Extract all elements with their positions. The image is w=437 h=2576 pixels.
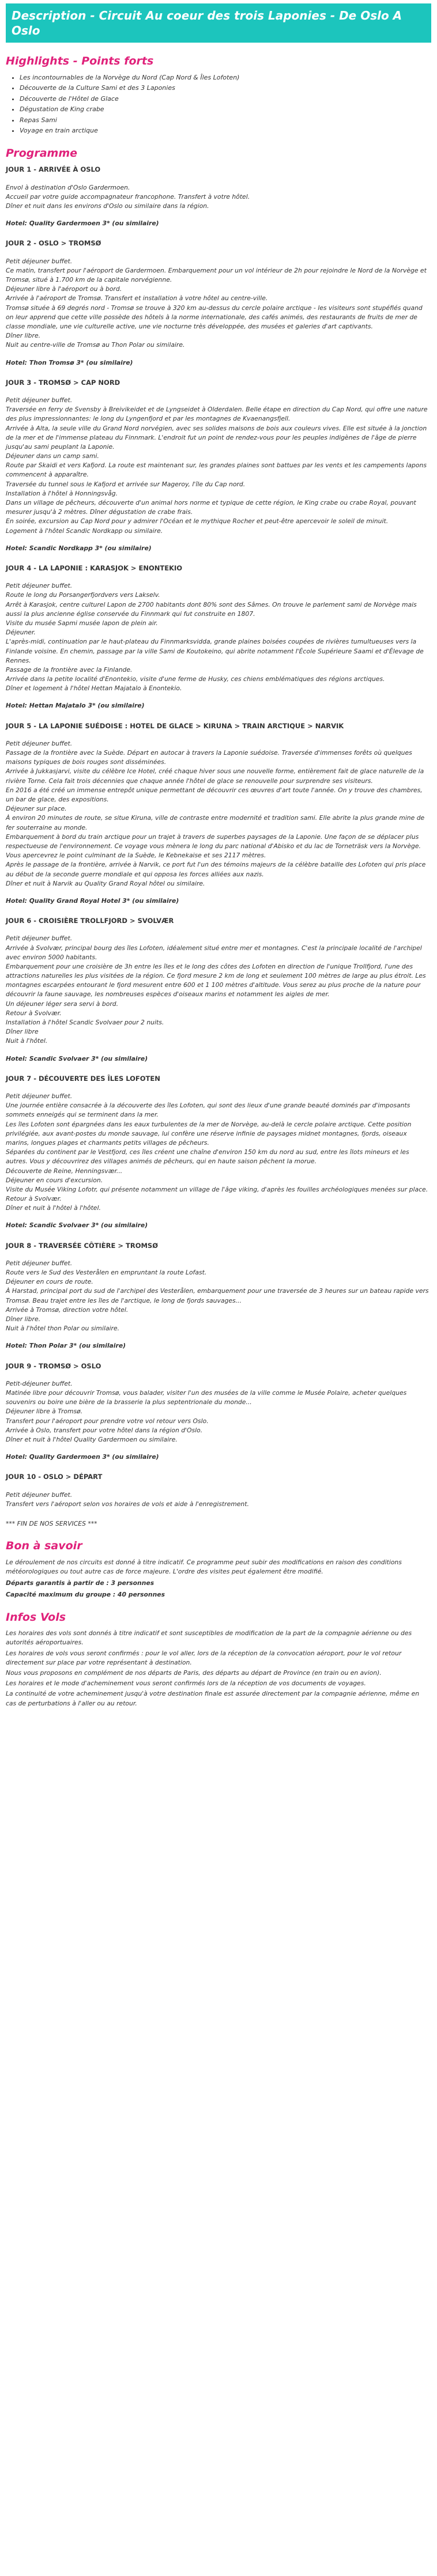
- day-hotel: Hotel: Hettan Majatalo 3* (ou similaire): [6, 702, 145, 710]
- day-paragraph: Passage de la frontière avec la Suède. Départ en autocar à travers la Laponie suédoise. Traversée d'immenses forêts où quelques maisons typiques de bois rouges sont disséminées.: [6, 749, 412, 766]
- day-paragraph: Déjeuner sur place.: [6, 805, 67, 813]
- day-paragraph: Arrivée à Tromsø, direction votre hôtel.: [6, 1306, 129, 1314]
- day-paragraph: Dîner et nuit dans les environs d'Oslo ou similaire dans la région.: [6, 202, 209, 210]
- day-paragraph: À Harstad, principal port du sud de l'archipel des Vesterålen, embarquement pour une traversée de 3 heures sur un bateau rapide vers Tromsø. Beau trajet entre les îles de l'arctique, le long de fjords sauvages...: [6, 1287, 429, 1304]
- day-paragraph: Dîner et nuit à l'hôtel à l'hôtel.: [6, 1204, 101, 1212]
- day-paragraph: Arrivée à Alta, la seule ville du Grand Nord norvégien, avec ses solides maisons de bois aux couleurs vives. Elle est située à la jonction de la mer et de l'immense plateau du Finnmark. L'endroit fut un point de rendez-vous pour les peuples indigènes de l'âge de pierre jusqu'au sami peuplant la Laponie.: [6, 424, 427, 451]
- day-paragraph: Arrivée à Oslo, transfert pour votre hôtel dans la région d'Oslo.: [6, 1426, 203, 1434]
- day-paragraph: Dîner libre.: [6, 1315, 41, 1323]
- day-title: JOUR 1 - ARRIVÉE À OSLO: [6, 165, 101, 174]
- day-hotel: Hotel: Thon Polar 3* (ou similaire): [6, 1342, 126, 1350]
- flight-info-paragraph: La continuité de votre acheminement jusqu'à votre destination finale est assurée directement par la compagnie aérienne, même en cas de perturbations à l'aller ou au retour.: [6, 1690, 420, 1707]
- infos-vols-heading: Infos Vols: [6, 1610, 66, 1624]
- end-of-services-note: *** FIN DE NOS SERVICES ***: [6, 1519, 97, 1527]
- day-paragraph: Passage de la frontière avec la Finlande.: [6, 665, 133, 674]
- day-paragraph: Dîner et nuit à Narvik au Quality Grand Royal hôtel ou similaire.: [6, 879, 205, 887]
- day-paragraph: Petit déjeuner buffet.: [6, 1491, 73, 1499]
- group-capacity: Capacité maximum du groupe : 40 personnes: [6, 1591, 165, 1599]
- bon-a-savoir-section: [6, 1558, 431, 1600]
- day-paragraph: Nuit à l'hôtel.: [6, 1037, 48, 1045]
- day-paragraph: Embarquement à bord du train arctique pour un trajet à travers de superbes paysages de la Laponie. Une façon de se déplacer plus respectueuse de l'environnement. Ce voyage vous mènera le long du parc national d'Abisko et du lac de Torneträsk vers la Norvège. Vous apercevrez le point culminant de la Suède, le Kebnekaise et ses 2117 mètres.: [6, 833, 421, 860]
- day-paragraph: Visite du Musée Viking Lofotr, qui présente notamment un village de l'âge viking, d'après les fouilles archéologiques menées sur place.: [6, 1185, 428, 1193]
- day-paragraph: Découverte de Reine, Henningsvær...: [6, 1167, 123, 1175]
- day-paragraph: En 2016 a été créé un immense entrepôt unique permettant de découvrir ces œuvres d'art toute l'année. On y trouve des chambres, un bar de glace, des expositions.: [6, 786, 423, 803]
- day-block: [6, 1472, 431, 1509]
- bon-a-savoir-text: Le déroulement de nos circuits est donné à titre indicatif. Ce programme peut subir des modifications en raison des conditions météorologiques ou tout autre cas de force majeure. L'ordre des visites peut également être modifié.: [6, 1558, 402, 1575]
- day-paragraph: Route vers le Sud des Vesterålen en empruntant la route Lofast.: [6, 1269, 207, 1277]
- day-block: [6, 1361, 431, 1462]
- day-paragraph: Déjeuner libre à l'aéroport ou à bord.: [6, 285, 122, 293]
- flight-info-paragraph: Les horaires des vols sont donnés à titre indicatif et sont susceptibles de modification de la part de la compagnie aérienne ou des autorités aéroportuaires.: [6, 1629, 412, 1647]
- day-title: JOUR 10 - OSLO > DÉPART: [6, 1473, 103, 1481]
- day-paragraph: Déjeuner en cours d'excursion.: [6, 1176, 103, 1184]
- day-paragraph: Les îles Lofoten sont épargnées dans les eaux turbulentes de la mer de Norvège, au-delà le cercle polaire arctique. Cette position privilégiée, aux avant-postes du monde sauvage, lui confère une réserve infinie de paysages midnet montagnes, fjords, oiseaux marins, longues plages et charmants petits villages de pêcheurs.: [6, 1120, 412, 1147]
- day-paragraph: Dîner libre.: [6, 332, 41, 340]
- day-paragraph: Après le passage de la frontière, arrivée à Narvik, ce port fut l'un des témoins majeurs de la célèbre bataille des Lofoten qui pris place au début de la seconde guerre mondiale et qui opposa les forces alliées aux nazis.: [6, 861, 426, 878]
- day-paragraph: Nuit à l'hôtel thon Polar ou similaire.: [6, 1325, 120, 1333]
- programme-heading: Programme: [6, 146, 78, 160]
- day-paragraph: Petit déjeuner buffet.: [6, 1259, 73, 1267]
- day-paragraph: Déjeuner dans un camp sami.: [6, 452, 99, 460]
- highlight-item: • Voyage en train arctique: [20, 126, 431, 136]
- day-hotel: Hotel: Quality Grand Royal Hotel 3* (ou similaire): [6, 897, 179, 905]
- day-paragraph: Un déjeuner léger sera servi à bord.: [6, 1000, 119, 1008]
- day-paragraph: Visite du musée Sapmi musée lapon de plein air.: [6, 619, 158, 627]
- day-paragraph: Traversée en ferry de Svensby à Breivikeidet et de Lyngseidet à Olderdalen. Belle étape en direction du Cap Nord, qui offre une nature des plus impressionnantes: le long du Lyngenfjord et par les montagnes de Kvaenangsfjell.: [6, 406, 428, 423]
- day-paragraph: Séparées du continent par le Vestfjord, ces îles créent une chaîne d'environ 150 km du nord au sud, entre les îlots mineurs et les autres. Vous y découvrirez des villages animés de pêcheurs, qui en haute saison pêchent la morue.: [6, 1148, 409, 1166]
- day-paragraph: Arrivée à Jukkasjarvi, visite du célèbre Ice Hotel, créé chaque hiver sous une nouvelle forme, entièrement fait de glace naturelle de la rivière Torne. Cela fait trois décennies que chaque année l'hôtel de glace se renouvelle pour surprendre ses visiteurs.: [6, 767, 424, 785]
- day-paragraph: Matinée libre pour découvrir Tromsø, vous balader, visiter l'un des musées de la ville comme le Musée Polaire, acheter quelques souvenirs ou boire une bière de la brasserie la plus septentrionale du monde...: [6, 1389, 407, 1406]
- day-paragraph: Dans un village de pêcheurs, découverte d'un animal hors norme et typique de cette région, le King crabe ou crabe Royal, pouvant mesurer jusqu'à 2 mètres. Dîner dégustation de crabe frais.: [6, 499, 416, 516]
- day-title: JOUR 2 - OSLO > TROMSØ: [6, 239, 101, 248]
- day-paragraph: Petit déjeuner buffet.: [6, 935, 73, 943]
- day-paragraph: Petit-déjeuner buffet.: [6, 1379, 73, 1387]
- day-paragraph: Dîner et logement à l'hôtel Hettan Majatalo à Enontekio.: [6, 684, 182, 693]
- day-block: [6, 916, 431, 1064]
- day-title: JOUR 8 - TRAVERSÉE CÔTIÈRE > TROMSØ: [6, 1241, 158, 1250]
- day-paragraph: Retour à Svolvær.: [6, 1195, 62, 1203]
- day-block: [6, 1074, 431, 1231]
- day-paragraph: En soirée, excursion au Cap Nord pour y admirer l'Océan et le mythique Rocher et peut-être apercevoir le soleil de minuit.: [6, 517, 389, 525]
- day-paragraph: Traversée du tunnel sous le Kafjord et arrivée sur Mageroy, l'île du Cap nord.: [6, 480, 246, 488]
- day-paragraph: Petit déjeuner buffet.: [6, 582, 73, 590]
- day-paragraph: Route le long du Porsangerfjordvers vers Lakselv.: [6, 591, 160, 599]
- day-paragraph: Nuit au centre-ville de Tromsø au Thon Polar ou similaire.: [6, 341, 185, 349]
- day-hotel: Hotel: Scandic Svolvaer 3* (ou similaire): [6, 1221, 148, 1230]
- flight-info-paragraph: Les horaires de vols vous seront confirmés : pour le vol aller, lors de la réception de la convocation aéroport, pour le vol retour directement sur place par votre représentant à destination.: [6, 1649, 402, 1666]
- day-paragraph: Une journée entière consacrée à la découverte des îles Lofoten, qui sont des lieux d'une grande beauté dominés par d'imposants sommets enneigés qui se terminent dans la mer.: [6, 1102, 410, 1119]
- day-paragraph: Installation à l'hôtel à Honningsvåg.: [6, 489, 118, 497]
- day-paragraph: Petit déjeuner buffet.: [6, 1092, 73, 1100]
- day-paragraph: Envol à destination d'Oslo Gardermoen.: [6, 183, 130, 191]
- day-block: [6, 165, 431, 228]
- highlight-item: • Les incontournables de la Norvège du Nord (Cap Nord & Îles Lofoten): [20, 73, 431, 83]
- day-title: JOUR 7 - DÉCOUVERTE DES ÎLES LOFOTEN: [6, 1074, 160, 1083]
- day-paragraph: Ce matin, transfert pour l'aéroport de Gardermoen. Embarquement pour un vol intérieur de 2h pour rejoindre le Nord de la Norvège et Tromsø, situé à 1.700 km de la capitale norvégienne.: [6, 266, 427, 283]
- day-title: JOUR 6 - CROISIÈRE TROLLFJORD > SVOLVÆR: [6, 917, 174, 925]
- day-paragraph: L'après-midi, continuation par le haut-plateau du Finnmarksvidda, grande plaines boisées coupées de rivières tumultueuses vers la Finlande voisine. En chemin, passage par la ville Sami de Koutokeino, qui abrite notamment l'École Supérieure Saami et d'Élevage de Rennes.: [6, 638, 424, 664]
- day-paragraph: Retour à Svolvær.: [6, 1009, 62, 1017]
- flight-info-paragraph: Nous vous proposons en complément de nos départs de Paris, des départs au départ de Province (en train ou en avion).: [6, 1669, 382, 1677]
- day-hotel: Hotel: Scandic Svolvaer 3* (ou similaire): [6, 1054, 148, 1062]
- day-paragraph: Embarquement pour une croisière de 3h entre les îles et le long des côtes des Lofoten en direction de l'unique Trollfjord, l'une des attractions naturelles les plus visitées de la région. Ce fjord mesure 2 km de long et seulement 100 mètres de large au plus étroit. Les montagnes escarpées entourant le fjord mesurent entre 600 et 1 100 mètres d'altitude. Vous serez au plus proche de la nature pour découvrir la faune sauvage, les nombreuses espèces d'oiseaux marins et notamment les aigles de mer.: [6, 962, 426, 998]
- day-paragraph: Route par Skaidi et vers Kafjord. La route est maintenant sur, les grandes plaines sont battues par les vents et les campements lapons commencent à apparaître.: [6, 462, 427, 479]
- day-title: JOUR 4 - LA LAPONIE : KARASJOK > ENONTEKIO: [6, 563, 183, 572]
- day-paragraph: Installation à l'hôtel Scandic Svolvaer pour 2 nuits.: [6, 1019, 164, 1026]
- page: [0, 3, 437, 1723]
- page-title-banner: Description - Circuit Au coeur des trois Laponies - De Oslo A Oslo: [6, 3, 431, 43]
- day-hotel: Hotel: Quality Gardermoen 3* (ou similaire): [6, 1453, 159, 1461]
- day-paragraph: Tromsø située à 69 degrés nord - Tromsø se trouve à 320 km au-dessus du cercle polaire arctique - les visiteurs sont stupéfiés quand on leur apprend que cette ville possède des hôtels à la norme internationale, des cafés animés, des restaurants de fruits de mer de classe mondiale, une vie culturelle active, une vie nocturne très développée, des musées et galeries d'art captivants.: [6, 304, 423, 330]
- day-hotel: Hotel: Quality Gardermoen 3* (ou similaire): [6, 220, 159, 228]
- day-block: [6, 1241, 431, 1351]
- day-paragraph: Petit déjeuner buffet.: [6, 396, 73, 404]
- day-hotel: Hotel: Scandic Nordkapp 3* (ou similaire): [6, 544, 152, 552]
- highlight-item: • Repas Sami: [20, 116, 431, 126]
- flight-info-paragraph: Les horaires et le mode d'acheminement vous seront confirmés lors de la réception de vos documents de voyages.: [6, 1679, 366, 1688]
- highlights-heading: Highlights - Points forts: [6, 55, 154, 67]
- day-paragraph: Logement à l'hôtel Scandic Nordkapp ou similaire.: [6, 527, 163, 535]
- day-title: JOUR 3 - TROMSØ > CAP NORD: [6, 378, 120, 387]
- day-title: JOUR 9 - TROMSØ > OSLO: [6, 1361, 101, 1370]
- day-block: [6, 239, 431, 367]
- day-title: JOUR 5 - LA LAPONIE SUÉDOISE : HOTEL DE GLACE > KIRUNA > TRAIN ARCTIQUE > NARVIK: [6, 721, 344, 730]
- day-block: [6, 721, 431, 906]
- highlight-item: • Dégustation de King crabe: [20, 105, 431, 115]
- day-paragraph: Transfert pour l'aéroport pour prendre votre vol retour vers Oslo.: [6, 1417, 209, 1425]
- day-paragraph: Arrivée à Svolvær, principal bourg des îles Lofoten, idéalement situé entre mer et montagnes. C'est la principale localité de l'archipel avec environ 5000 habitants.: [6, 944, 422, 961]
- highlight-item: • Découverte de la Culture Sami et des 3 Laponies: [20, 84, 431, 93]
- day-paragraph: Arrêt à Karasjok, centre culturel Lapon de 2700 habitants dont 80% sont des Sâmes. On trouve le parlement sami de Norvège mais aussi la plus ancienne église conservée du Finnmark qui fut construite en 1807.: [6, 600, 417, 618]
- day-paragraph: Petit déjeuner buffet.: [6, 257, 73, 265]
- day-block: [6, 563, 431, 711]
- day-paragraph: Déjeuner libre à Tromsø.: [6, 1408, 83, 1416]
- day-block: [6, 378, 431, 553]
- highlight-item: • Découverte de l'Hôtel de Glace: [20, 94, 431, 104]
- day-paragraph: Petit déjeuner buffet.: [6, 739, 73, 747]
- day-paragraph: Arrivée à l'aéroport de Tromsø. Transfert et installation à votre hôtel au centre-ville.: [6, 294, 268, 302]
- day-paragraph: Dîner et nuit à l'hôtel Quality Gardermoen ou similaire.: [6, 1435, 178, 1443]
- bon-a-savoir-heading: Bon à savoir: [6, 1539, 82, 1553]
- day-paragraph: Déjeuner en cours de route.: [6, 1278, 93, 1286]
- day-paragraph: Déjeuner.: [6, 629, 36, 637]
- highlights-list: [6, 73, 431, 136]
- departures-guaranteed: Départs garantis à partir de : 3 personnes: [6, 1579, 155, 1587]
- day-paragraph: Arrivée dans la petite localité d'Enontekio, visite d'une ferme de Husky, ces chiens emblématiques des régions arctiques.: [6, 675, 385, 683]
- day-paragraph: Accueil par votre guide accompagnateur francophone. Transfert à votre hôtel.: [6, 192, 250, 201]
- programme-days: [6, 165, 431, 1509]
- day-hotel: Hotel: Thon Tromsø 3* (ou similaire): [6, 358, 133, 366]
- infos-vols-section: [6, 1629, 431, 1708]
- day-paragraph: Dîner libre: [6, 1028, 39, 1036]
- day-paragraph: Transfert vers l'aéroport selon vos horaires de vols et aide à l'enregistrement.: [6, 1500, 249, 1508]
- day-paragraph: À environ 20 minutes de route, se situe Kiruna, ville de contraste entre modernité et tradition sami. Elle abrite la plus grande mine de fer souterraine au monde.: [6, 814, 425, 831]
